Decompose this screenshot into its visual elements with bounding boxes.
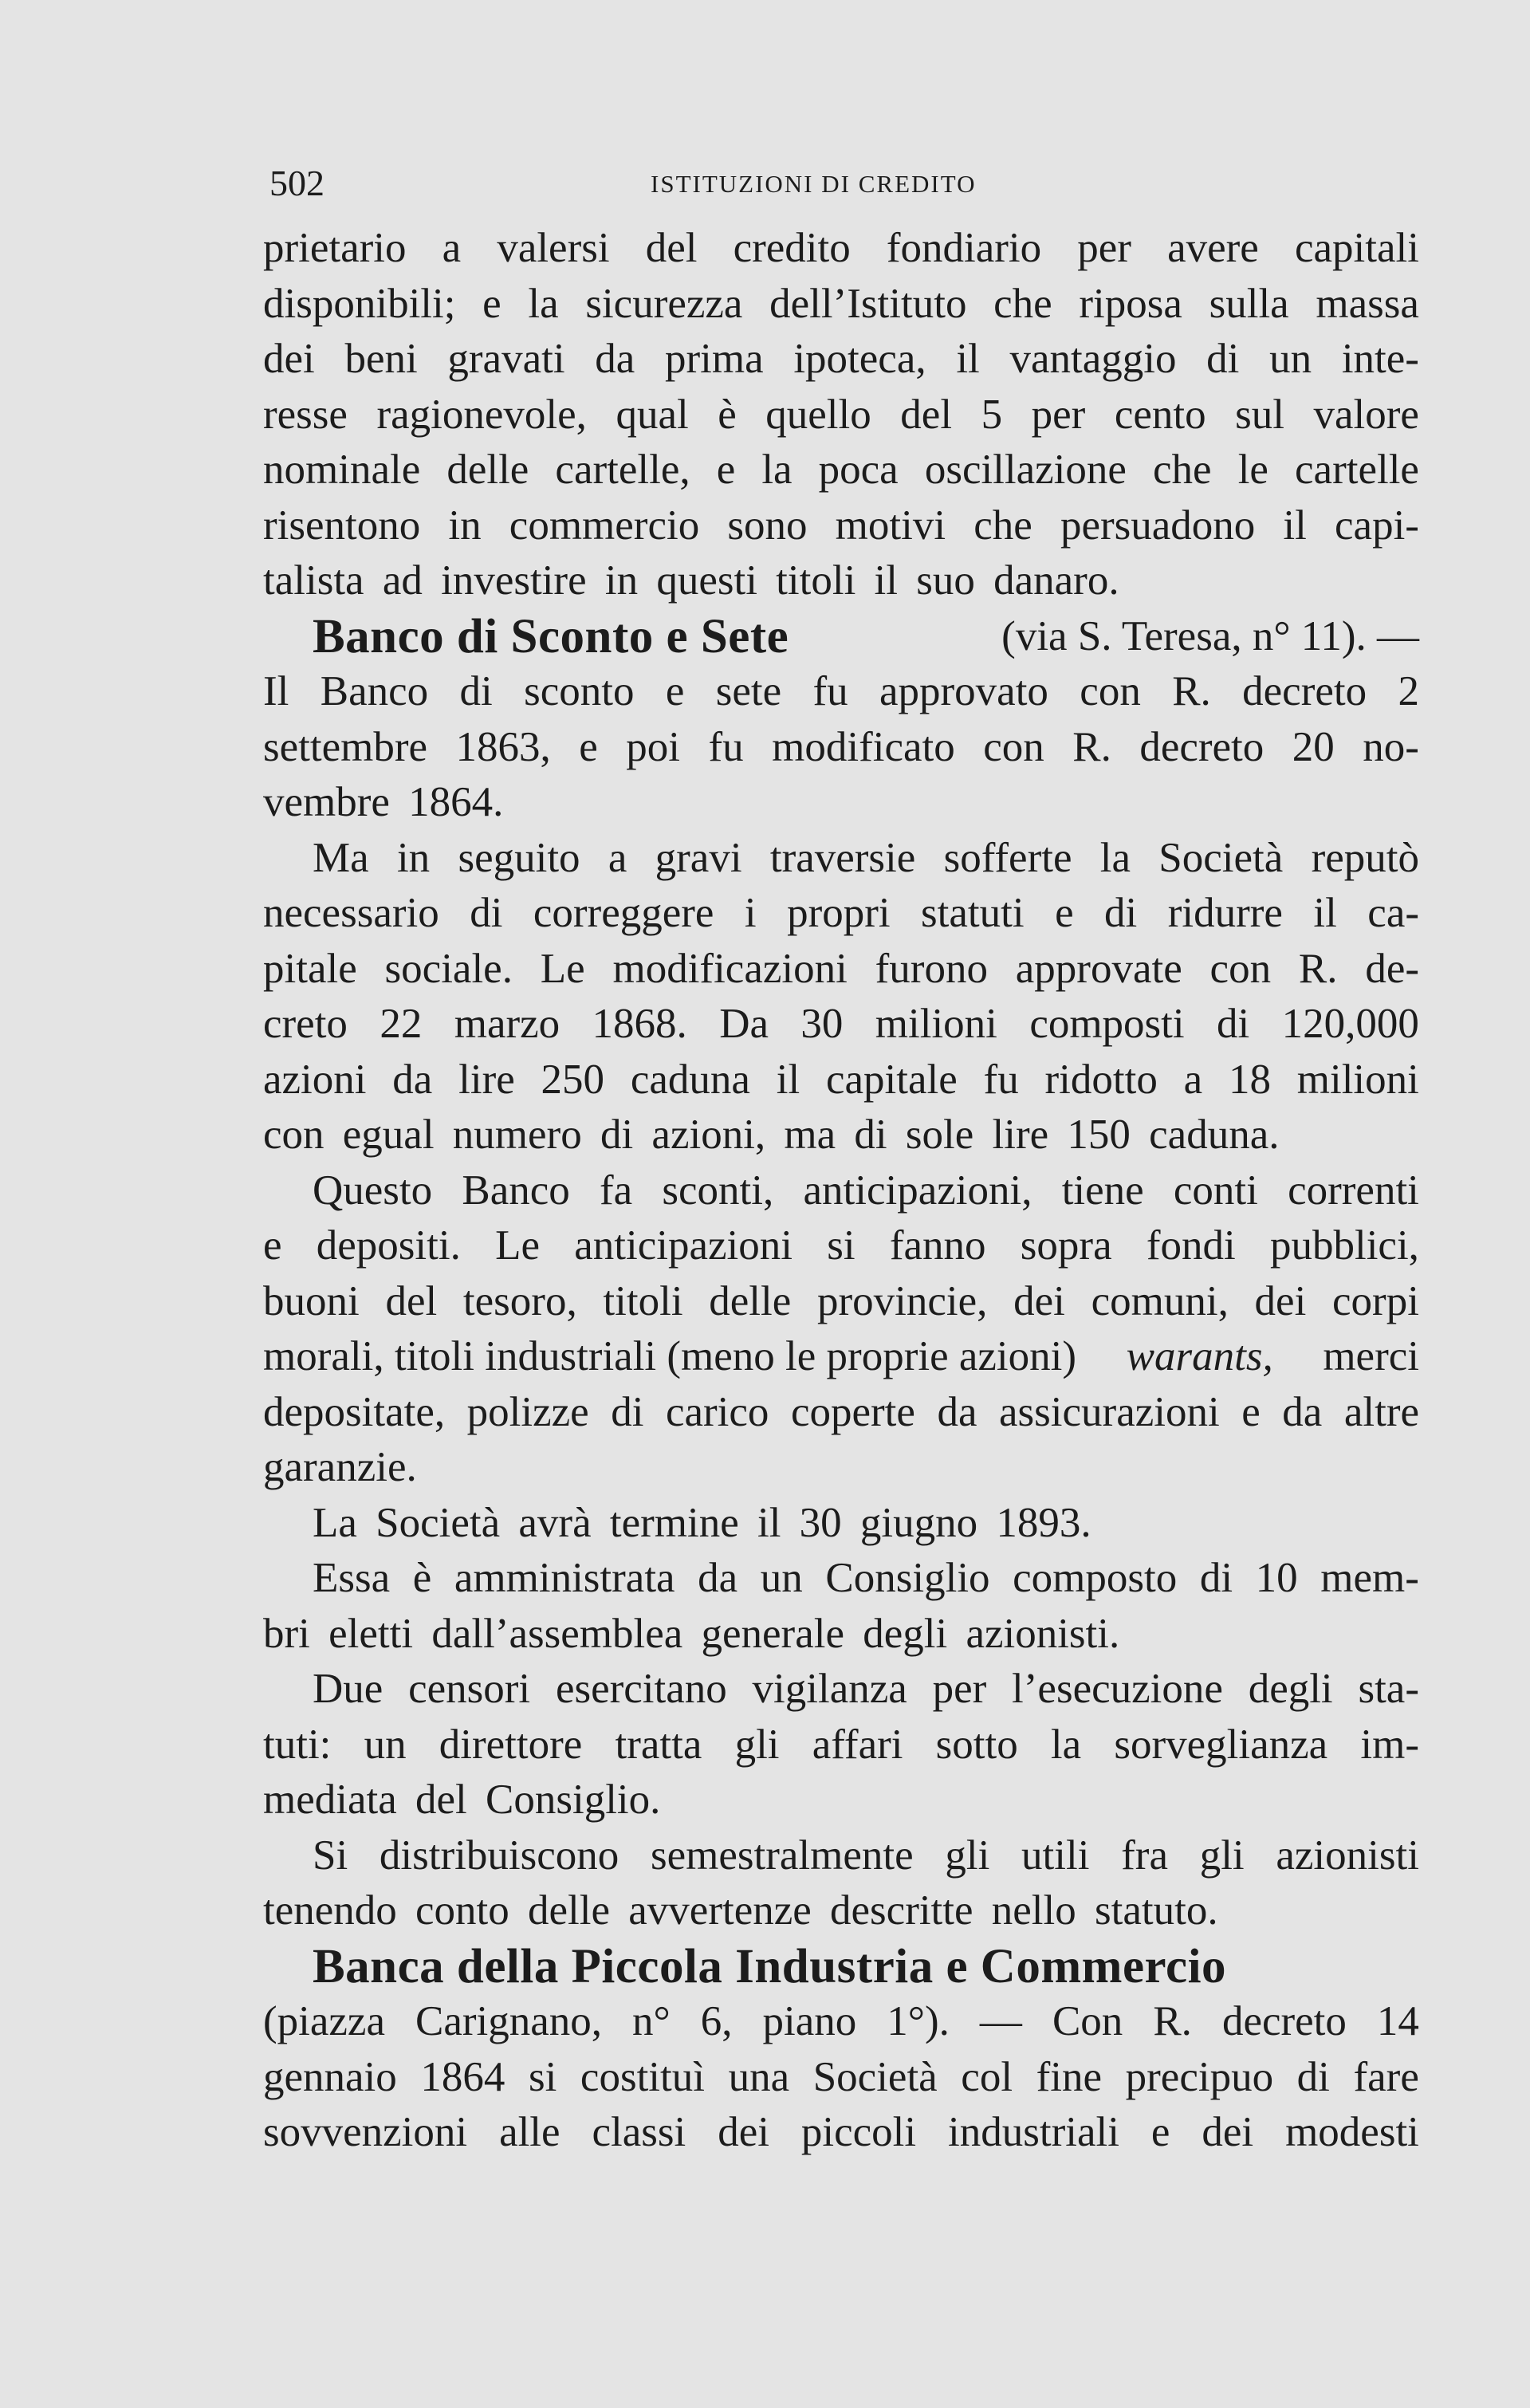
word: ridurre [1167,890,1283,936]
word: dei [263,336,315,382]
section-heading-banca-piccola-industria: Banca della Piccola Industria e Commercio [313,1939,1227,1993]
word: Banco [462,1167,570,1214]
word: il [1283,502,1307,549]
word: R. [1072,723,1111,770]
word: quello [765,391,871,438]
word: di [611,1388,644,1435]
word: qual [616,391,689,438]
word: e [1150,2109,1170,2155]
word: sconti, [662,1167,774,1214]
page-number: 502 [269,163,324,203]
word: carico [665,1388,769,1435]
word: oscillazione [924,447,1127,493]
text-line [263,1994,1419,2050]
word: 1863, [455,723,551,770]
word: direttore [439,1721,583,1768]
word: industriali [948,2109,1119,2155]
word: furono [875,945,988,992]
word: depositi. [316,1222,461,1269]
word: piccoli [800,2109,917,2155]
word: traversie [769,834,916,881]
word: precipuo [1125,2053,1274,2100]
word: Società [812,2053,938,2100]
page-header [269,159,1418,207]
word: Si [313,1832,348,1879]
word: col [961,2053,1013,2100]
word: a [1183,1056,1203,1103]
word: semestralmente [650,1832,914,1879]
word: n° [632,1998,671,2044]
word: sociale. [384,945,513,992]
word: e [263,1222,282,1269]
word: sul [1235,391,1284,438]
word: composti [1029,1001,1185,1047]
text-line [263,221,1419,277]
word: e [579,723,598,770]
word: la [761,447,793,493]
word: pitale [263,945,357,992]
word: capitale [825,1056,958,1103]
word: una [728,2053,790,2100]
word: settembre [263,723,428,770]
word: poi [626,723,680,770]
word: fanno [889,1222,986,1269]
word: gli [1199,1832,1245,1879]
body-text [263,221,1419,2161]
word: Essa [313,1555,391,1601]
word: sopra [1020,1222,1112,1269]
running-head: ISTITUZIONI DI CREDITO [651,170,977,198]
text-segment: merci [1323,1333,1419,1379]
text-line [263,1662,1419,1717]
word: per [932,1666,987,1712]
word: degli [1248,1666,1333,1712]
text-line [263,831,1419,887]
word: sconto [524,668,635,714]
word: da [1282,1388,1323,1435]
word: e [1241,1388,1261,1435]
word: titoli [603,1277,683,1324]
word: e [482,280,501,327]
word: composto [1013,1555,1178,1601]
word: anticipazioni, [803,1167,1032,1214]
word: di [1206,336,1240,382]
word: sorveglianza [1114,1721,1328,1768]
text-line [263,1218,1419,1274]
word: commercio [509,502,700,549]
word: classi [592,2109,686,2155]
word: Le [540,945,585,992]
word: 18 [1228,1056,1271,1103]
word: del [900,391,953,438]
word: 1°). [887,1998,950,2044]
word: lire [458,1056,515,1103]
word: dei [1202,2109,1254,2155]
word: comuni, [1091,1277,1229,1324]
word: per [1031,391,1086,438]
word: motivi [835,502,946,549]
word: inte- [1341,336,1419,382]
text-line [263,332,1419,388]
word: esercitano [555,1666,727,1712]
word: correggere [533,890,714,936]
word: fu [983,1056,1019,1103]
word: ragionevole, [376,391,587,438]
word: decreto [1242,668,1367,714]
word: e [665,668,685,714]
word: de- [1365,945,1419,992]
word: caduna [630,1056,750,1103]
word: 250 [541,1056,605,1103]
word: ipoteca, [793,336,926,382]
word: in [396,834,431,881]
word: R. [1298,945,1338,992]
word: affari [812,1721,903,1768]
text-line [263,886,1419,942]
text-line: talista ad investire in questi titoli il suo danaro. [263,557,1119,604]
word: del [385,1277,438,1324]
word: sovvenzioni [263,2109,468,2155]
word: vigilanza [752,1666,907,1712]
word: un [364,1721,407,1768]
word: Il [263,668,289,714]
word: persuadono [1060,502,1256,549]
text-line [263,1828,1419,1884]
word: è [412,1555,432,1601]
word: costituì [580,2053,705,2100]
word: con [983,723,1044,770]
word: la [1099,834,1131,881]
word: Le [495,1222,541,1269]
section-heading-line [263,1939,1419,1995]
word: tiene [1061,1167,1144,1214]
word: propri [787,890,891,936]
word: di [1296,2053,1330,2100]
text-line [263,2105,1419,2161]
word: dei [1254,1277,1307,1324]
text-line [263,1274,1419,1330]
text-line-with-italic [263,1329,1419,1385]
word: azionisti [1276,1832,1419,1879]
word: capi- [1335,502,1419,549]
word: riposa [1079,280,1182,327]
word: censori [408,1666,531,1712]
word: la [1050,1721,1082,1768]
word: — [979,1998,1022,2044]
word: statuti [921,890,1025,936]
word: sulla [1209,280,1289,327]
word: marzo [454,1001,560,1047]
word: approvate [1015,945,1182,992]
word: sono [727,502,808,549]
word: gennaio [263,2053,397,2100]
word: da [392,1056,433,1103]
word: delle [709,1277,792,1324]
word: 22 [380,1001,423,1047]
word: fa [600,1167,633,1214]
word: conti [1173,1167,1258,1214]
text-line [263,277,1419,332]
word: gli [734,1721,780,1768]
word: prima [665,336,764,382]
word: azioni [263,1056,367,1103]
word: le [1237,447,1268,493]
word: si [528,2053,557,2100]
word: che [973,502,1032,549]
word: con [1080,668,1141,714]
word: avere [1167,225,1259,271]
word: di [1104,890,1138,936]
word: poca [818,447,899,493]
word: con [1209,945,1272,992]
word: beni [344,336,418,382]
word: Da [719,1001,769,1047]
section-heading-banco-sconto-sete: Banco di Sconto e Sete [313,609,789,663]
text-line [263,388,1419,443]
word: cartelle, [555,447,690,493]
word: fu [812,668,848,714]
word: che [993,280,1052,327]
word: milioni [875,1001,997,1047]
word: il [1313,890,1337,936]
word: fare [1353,2053,1419,2100]
word: capitali [1294,225,1419,271]
word: massa [1316,280,1419,327]
word: polizze [466,1388,589,1435]
word: approvato [879,668,1048,714]
word: fondiario [886,225,1042,271]
word: ca- [1367,890,1419,936]
word: R. [1153,1998,1192,2044]
word: 20 [1292,723,1335,770]
word: sete [715,668,782,714]
text-line: mediata del Consiglio. [263,1776,661,1823]
word: decreto [1221,1998,1347,2044]
word: di [459,668,493,714]
word: la [528,280,559,327]
text-line: bri eletti dall’assemblea generale degli azionisti. [263,1610,1120,1657]
word: sicurezza [585,280,743,327]
word: a [608,834,627,881]
word: amministrata [454,1555,675,1601]
word: Con [1052,1998,1123,2044]
word: da [698,1555,738,1601]
word: di [1217,1001,1250,1047]
word: milioni [1296,1056,1419,1103]
word: creto [263,1001,348,1047]
word: sotto [935,1721,1018,1768]
word: provincie, [817,1277,988,1324]
word: dell’Istituto [769,280,967,327]
word: 6, [700,1998,733,2044]
word: Questo [313,1167,433,1214]
word: decreto [1139,723,1265,770]
word: mem- [1320,1555,1419,1601]
word: da [595,336,635,382]
word: per [1077,225,1131,271]
word: distribuiscono [379,1832,619,1879]
word: coperte [790,1388,915,1435]
word: in [448,502,482,549]
word: alle [499,2109,560,2155]
word: modificato [772,723,955,770]
word: modesti [1285,2109,1419,2155]
text-line [263,1163,1419,1219]
word: nominale [263,447,421,493]
word: 1868. [592,1001,687,1047]
word: assicurazioni [999,1388,1220,1435]
word: reputò [1311,834,1419,881]
word: fra [1121,1832,1168,1879]
word: di [1199,1555,1233,1601]
word: 1864 [420,2053,505,2100]
word: del [645,225,698,271]
word: vantaggio [1009,336,1177,382]
text-line [263,720,1419,776]
word: ridotto [1044,1056,1158,1103]
word: dei [1013,1277,1065,1324]
word: cento [1114,391,1206,438]
word: piano [762,1998,857,2044]
word: altre [1343,1388,1419,1435]
text-line [263,1385,1419,1441]
word: Consiglio [825,1555,990,1601]
text-line [263,1053,1419,1108]
word: valersi [497,225,610,271]
word: il [776,1056,800,1103]
word: fine [1036,2053,1103,2100]
text-line [263,664,1419,720]
word: 14 [1376,1998,1419,2044]
word: fondi [1146,1222,1236,1269]
word: modificazioni [612,945,848,992]
word: l’esecuzione [1012,1666,1223,1712]
word: buoni [263,1277,360,1324]
word: gravi [655,834,742,881]
word: tesoro, [462,1277,577,1324]
word: sofferte [943,834,1072,881]
section-heading-address: (via S. Teresa, n° 11). — [1001,612,1419,659]
word: utili [1021,1832,1090,1879]
text-line [263,942,1419,997]
word: Ma [313,834,369,881]
word: 5 [981,391,1003,438]
word: 10 [1255,1555,1298,1601]
word: Due [313,1666,383,1712]
word: è [718,391,737,438]
word: (piazza [263,1998,385,2044]
word: risentono [263,502,421,549]
text-line: La Società avrà termine il 30 giugno 1893. [313,1499,1091,1546]
italic-term-warants: warants, [1126,1333,1273,1379]
word: Società [1158,834,1284,881]
word: a [442,225,462,271]
word: e [716,447,736,493]
word: valore [1313,391,1419,438]
word: resse [263,391,348,438]
text-line [263,2050,1419,2106]
word: im- [1360,1721,1419,1768]
text-line [263,443,1419,498]
word: delle [446,447,529,493]
word: gli [945,1832,990,1879]
word: prietario [263,225,407,271]
word: sta- [1358,1666,1419,1712]
word: no- [1363,723,1419,770]
word: di [470,890,503,936]
word: fu [708,723,744,770]
word: il [956,336,980,382]
word: seguito [458,834,580,881]
word: un [1269,336,1312,382]
word: i [744,890,757,936]
text-line [263,1717,1419,1773]
word: dei [718,2109,769,2155]
word: disponibili; [263,280,456,327]
word: anticipazioni [574,1222,793,1269]
word: Carignano, [415,1998,603,2044]
text-segment: morali, titoli industriali (meno le proprie azioni) [263,1333,1076,1379]
word: 30 [800,1001,844,1047]
word: tratta [615,1721,702,1768]
word: 2 [1398,668,1419,714]
text-line: vembre 1864. [263,779,504,825]
word: tuti: [263,1721,332,1768]
text-line: con egual numero di azioni, ma di sole lire 150 caduna. [263,1112,1280,1158]
word: si [827,1222,855,1269]
word: Banco [320,668,429,714]
word: un [760,1555,803,1601]
text-line [263,997,1419,1053]
word: pubblici, [1269,1222,1419,1269]
word: corpi [1332,1277,1419,1324]
section-heading-line [263,609,1419,665]
word: R. [1172,668,1211,714]
text-line: garanzie. [263,1444,417,1490]
word: e [1055,890,1074,936]
word: depositate, [263,1388,446,1435]
word: gravati [447,336,565,382]
text-line [263,1551,1419,1607]
text-line [263,498,1419,554]
word: che [1153,447,1212,493]
text-line: tenendo conto delle avvertenze descritte nello statuto. [263,1887,1218,1934]
word: 120,000 [1281,1001,1419,1047]
word: da [937,1388,977,1435]
word: necessario [263,890,439,936]
word: correnti [1288,1167,1419,1214]
word: credito [733,225,851,271]
word: cartelle [1295,447,1419,493]
